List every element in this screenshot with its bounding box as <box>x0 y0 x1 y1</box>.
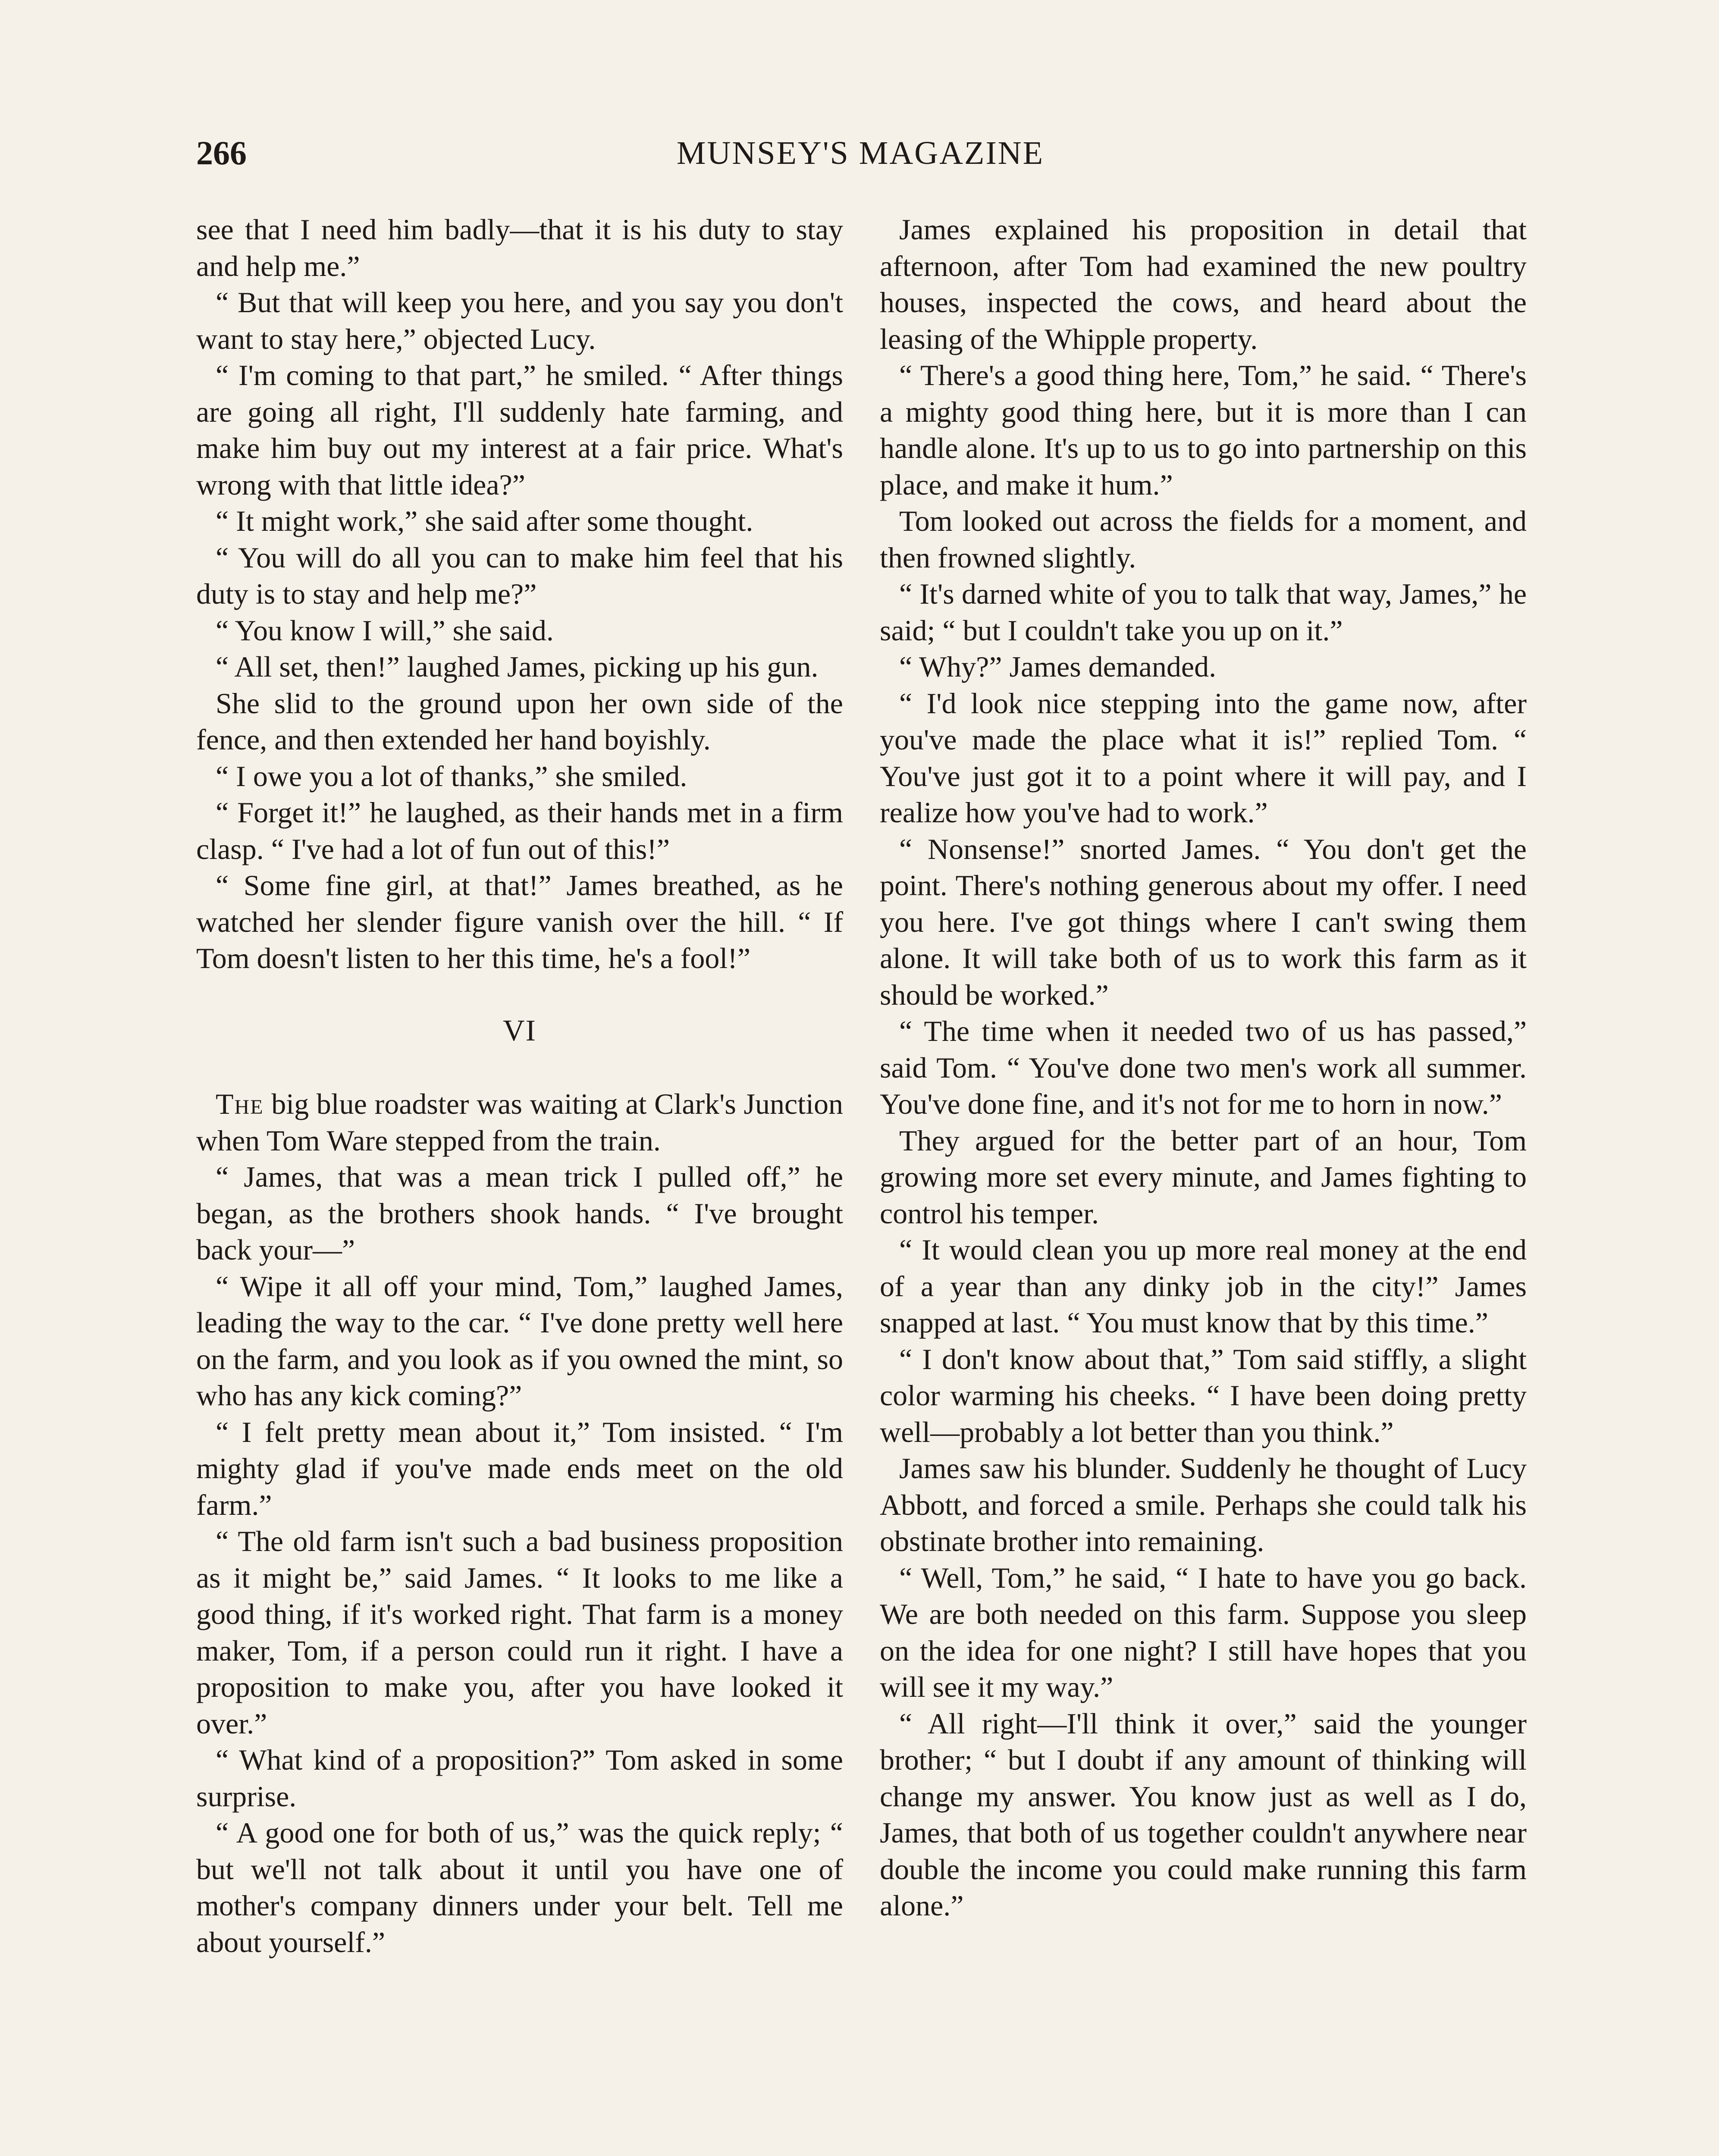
paragraph: They argued for the better part of an hour, Tom growing more set every minute, and James fighting to control his temper. <box>880 1124 1527 1230</box>
paragraph: “ You will do all you can to make him feel that his duty is to stay and help me?” <box>196 541 843 610</box>
paragraph: “ It would clean you up more real money at the end of a year than any dinky job in the city!” James snapped at last. “ You must know that by this time.” <box>880 1233 1527 1339</box>
paragraph: “ All right—I'll think it over,” said the younger brother; “ but I doubt if any amount of thinking will change my answer. You know just as well as I do, James, that both of us together couldn't anywhere near double the income you could make running this farm alone.” <box>880 1707 1527 1922</box>
paragraph: “ The time when it needed two of us has passed,” said Tom. “ You've done two men's work all summer. You've done fine, and it's not for me to horn in now.” <box>880 1015 1527 1120</box>
paragraph: “ I don't know about that,” Tom said stiffly, a slight color warming his cheeks. “ I have been doing pretty well—probably a lot better than you think.” <box>880 1342 1527 1448</box>
page-header <box>196 129 1525 177</box>
paragraph: “ Some fine girl, at that!” James breathed, as he watched her slender figure vanish over the hill. “ If Tom doesn't listen to her this time, he's a fool!” <box>196 869 843 975</box>
paragraph: “ The old farm isn't such a bad business proposition as it might be,” said James. “ It looks to me like a good thing, if it's worked right. That farm is a money maker, Tom, if a person could run it right. I have a proposition to make you, after you have looked it over.” <box>196 1525 843 1740</box>
section-lead-paragraph <box>196 1086 843 1159</box>
lead-word: The <box>216 1087 264 1120</box>
paragraph: “ You know I will,” she said. <box>216 614 554 647</box>
paragraph: “ A good one for both of us,” was the quick reply; “ but we'll not talk about it until you have one of mother's company dinners under your belt. Tell me about yourself.” <box>196 1816 843 1959</box>
page-number: 266 <box>196 134 247 172</box>
paragraph: “ I owe you a lot of thanks,” she smiled. <box>216 759 687 793</box>
paragraph: “ What kind of a proposition?” Tom asked in some surprise. <box>196 1743 843 1813</box>
paragraph: James explained his proposition in detail that afternoon, after Tom had examined the new poultry houses, inspected the cows, and heard about the leasing of the Whipple property. <box>880 213 1527 355</box>
paragraph: She slid to the ground upon her own side of the fence, and then extended her hand boyishly. <box>196 686 843 756</box>
paragraph: “ It's darned white of you to talk that way, James,” he said; “ but I couldn't take you up on it.” <box>880 577 1527 647</box>
paragraph: James saw his blunder. Suddenly he thought of Lucy Abbott, and forced a smile. Perhaps she could talk his obstinate brother into remaining. <box>880 1452 1527 1557</box>
paragraph: “ I felt pretty mean about it,” Tom insisted. “ I'm mighty glad if you've made ends meet on the old farm.” <box>196 1415 843 1521</box>
paragraph: “ Well, Tom,” he said, “ I hate to have you go back. We are both needed on this farm. Suppose you sleep on the idea for one night? I still have hopes that you will see it my way.” <box>880 1561 1527 1703</box>
paragraph: “ I'd look nice stepping into the game now, after you've made the place what it is!” replied Tom. “ You've just got it to a point where it will pay, and I realize how you've had to work.” <box>880 686 1527 829</box>
paragraph: “ Nonsense!” snorted James. “ You don't get the point. There's nothing generous about my offer. I need you here. I've got things where I can't swing them alone. It will take both of us to work this farm as it should be worked.” <box>880 832 1527 1011</box>
paragraph: see that I need him badly—that it is his duty to stay and help me.” <box>196 213 843 282</box>
paragraph: “ There's a good thing here, Tom,” he said. “ There's a mighty good thing here, but it is more than I can handle alone. It's up to us to go into partnership on this place, and make it hum.” <box>880 359 1527 501</box>
right-column <box>880 211 1527 1924</box>
section-heading: VI <box>503 1014 536 1047</box>
paragraph: “ I'm coming to that part,” he smiled. “ After things are going all right, I'll suddenly hate farming, and make him buy out my interest at a fair price. What's wrong with that little idea?” <box>196 359 843 501</box>
paragraph: “ Forget it!” he laughed, as their hands met in a firm clasp. “ I've had a lot of fun out of this!” <box>196 796 843 865</box>
paragraph: Tom looked out across the fields for a moment, and then frowned slightly. <box>880 505 1527 574</box>
paragraph: “ It might work,” she said after some thought. <box>216 505 753 537</box>
paragraph: “ All set, then!” laughed James, picking up his gun. <box>216 650 819 683</box>
paragraph: “ Why?” James demanded. <box>899 650 1217 683</box>
left-column <box>196 211 843 1960</box>
paragraph: “ James, that was a mean trick I pulled off,” he began, as the brothers shook hands. “ I've brought back your—” <box>196 1160 843 1266</box>
paragraph: “ But that will keep you here, and you say you don't want to stay here,” objected Lucy. <box>196 286 843 355</box>
running-title: MUNSEY'S MAGAZINE <box>676 135 1045 171</box>
paragraph: “ Wipe it all off your mind, Tom,” laughed James, leading the way to the car. “ I've done pretty well here on the farm, and you look as if you owned the mint, so who has any kick coming?” <box>196 1269 843 1412</box>
lead-text: big blue roadster was waiting at Clark's Junction when Tom Ware stepped from the train. <box>196 1087 843 1157</box>
